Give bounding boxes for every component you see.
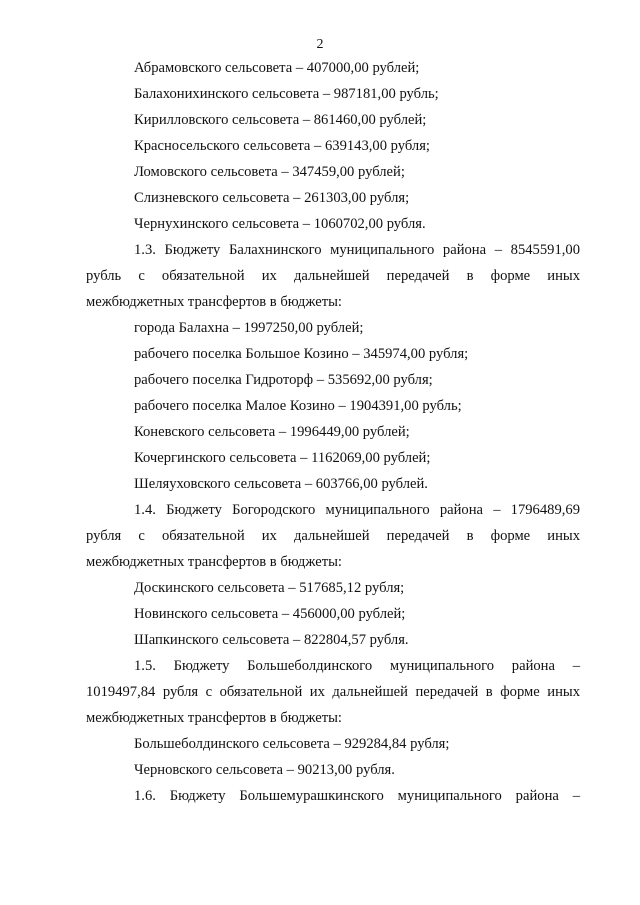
text-line: рубль с обязательной их дальнейшей передачей в форме иных <box>86 268 580 284</box>
text-line: Слизневского сельсовета – 261303,00 рубля; <box>134 190 410 206</box>
text-line: Черновского сельсовета – 90213,00 рубля. <box>134 762 395 778</box>
text-line: Балахонихинского сельсовета – 987181,00 рубль; <box>134 86 439 102</box>
text-line: Коневского сельсовета – 1996449,00 рублей; <box>134 424 410 440</box>
text-line: межбюджетных трансфертов в бюджеты: <box>86 554 342 570</box>
text-line: Ломовского сельсовета – 347459,00 рублей; <box>134 164 405 180</box>
text-line: межбюджетных трансфертов в бюджеты: <box>86 710 342 726</box>
paragraph-1-5-first-line: 1.5. Бюджету Большеболдинского муниципального района – <box>134 658 580 674</box>
text-line: Кирилловского сельсовета – 861460,00 рублей; <box>134 112 427 128</box>
text-line: межбюджетных трансфертов в бюджеты: <box>86 294 342 310</box>
paragraph-1-3-first-line: 1.3. Бюджету Балахнинского муниципального района – 8545591,00 <box>134 242 580 258</box>
text-line: Кочергинского сельсовета – 1162069,00 рублей; <box>134 450 431 466</box>
text-line: рабочего поселка Малое Козино – 1904391,00 рубль; <box>134 398 462 414</box>
text-line: Чернухинского сельсовета – 1060702,00 рубля. <box>134 216 426 232</box>
page-number: 2 <box>316 37 324 52</box>
text-line: Шапкинского сельсовета – 822804,57 рубля. <box>134 632 409 648</box>
text-line: Доскинского сельсовета – 517685,12 рубля; <box>134 580 405 596</box>
text-line: рабочего поселка Гидроторф – 535692,00 рубля; <box>134 372 433 388</box>
text-line: Абрамовского сельсовета – 407000,00 рублей; <box>134 60 420 76</box>
text-line: Шеляуховского сельсовета – 603766,00 рублей. <box>134 476 428 492</box>
paragraph-1-4-first-line: 1.4. Бюджету Богородского муниципального района – 1796489,69 <box>134 502 580 518</box>
text-line: 1019497,84 рубля с обязательной их дальнейшей передачей в форме иных <box>86 684 580 700</box>
text-line: Новинского сельсовета – 456000,00 рублей; <box>134 606 406 622</box>
text-line: города Балахна – 1997250,00 рублей; <box>134 320 364 336</box>
text-line: Большеболдинского сельсовета – 929284,84 рубля; <box>134 736 450 752</box>
text-line: рубля с обязательной их дальнейшей передачей в форме иных <box>86 528 580 544</box>
text-line: Красносельского сельсовета – 639143,00 рубля; <box>134 138 430 154</box>
text-line: рабочего поселка Большое Козино – 345974,00 рубля; <box>134 346 469 362</box>
paragraph-1-6-first-line: 1.6. Бюджету Большемурашкинского муниципального района – <box>134 788 580 804</box>
